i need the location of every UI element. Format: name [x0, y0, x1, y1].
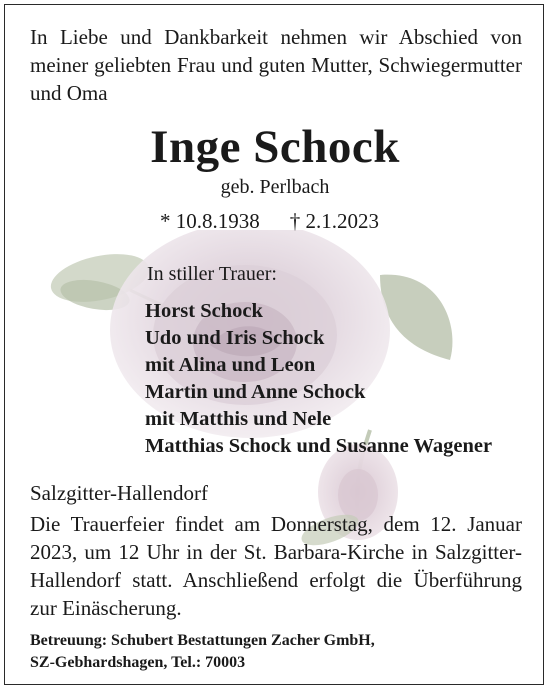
funeral-home-info — [30, 630, 375, 674]
mourner-item: Udo und Iris Schock — [145, 327, 325, 349]
mourner-item: mit Matthis und Nele — [145, 408, 332, 430]
life-dates — [160, 207, 379, 235]
mourner-item: Martin und Anne Schock — [145, 381, 366, 403]
birth-date: * 10.8.1938 — [160, 209, 260, 233]
mourner-item: Matthias Schock und Susanne Wagener — [145, 435, 493, 457]
mourner-item: mit Alina und Leon — [145, 354, 316, 376]
mourners-list — [145, 298, 492, 460]
mourning-label: In stiller Trauer: — [147, 263, 277, 285]
funeral-home-contact: SZ-Gebhardshagen, Tel.: 70003 — [30, 654, 246, 671]
mourner-item: Horst Schock — [145, 300, 263, 322]
death-date: † 2.1.2023 — [289, 209, 379, 233]
deceased-name: Inge Schock — [150, 121, 400, 173]
funeral-home-line: Betreuung: Schubert Bestattungen Zacher GmbH, — [30, 632, 375, 649]
ceremony-text: Die Trauerfeier findet am Donnerstag, dem 12. Januar 2023, um 12 Uhr in der St. Barbara-Kirche in Salzgitter-Hallendorf statt. Anschließend erfolgt die Überführung zur Einäscherung. — [30, 512, 522, 620]
birth-name: geb. Perlbach — [220, 176, 330, 198]
place: Salzgitter-Hallendorf — [30, 481, 209, 505]
intro-text: In Liebe und Dankbarkeit nehmen wir Abschied von meiner geliebten Frau und guten Mutter, Schwiegermutter und Oma — [30, 25, 522, 105]
